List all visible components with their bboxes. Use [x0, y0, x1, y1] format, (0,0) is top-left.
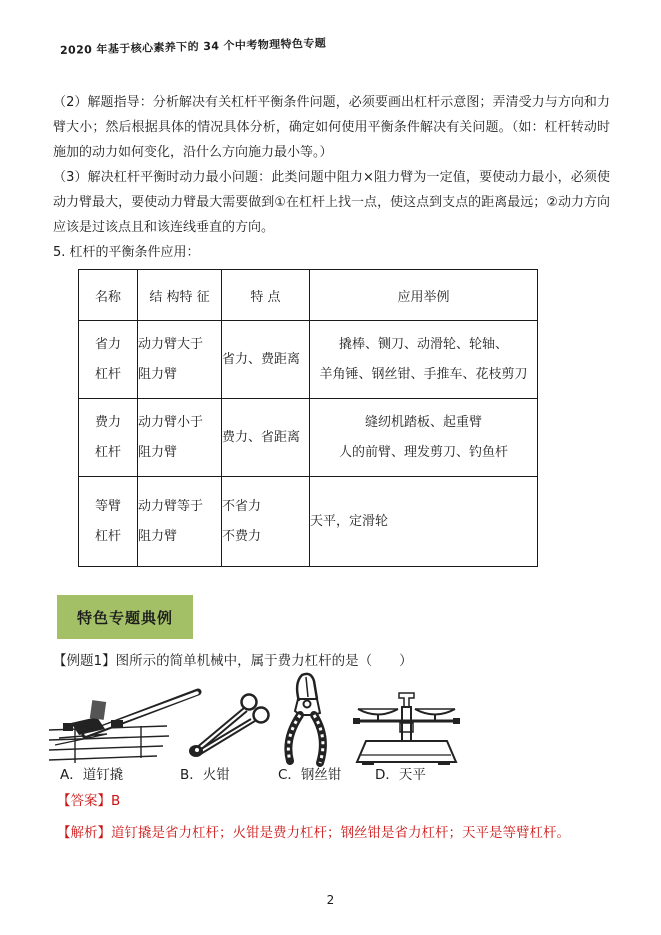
option-labels-row [53, 763, 610, 783]
table-header-examples: 应用举例 [310, 270, 538, 321]
paragraph-min-force: （3）解决杠杆平衡时动力最小问题：此类问题中阻力×阻力臂为一定值，要使动力最小，必须使动力臂最大，要使动力臂最大需要做到①在杠杆上找一点，使这点到支点的距离最远；②动力方向应该是过该点且和该连线垂直的方向。 [53, 170, 610, 235]
table-header-name: 名称 [79, 270, 138, 321]
example-figures [53, 671, 610, 763]
table-header-row [79, 270, 538, 321]
page-number: 2 [326, 893, 335, 907]
balance-scale-drawing [350, 677, 463, 765]
option-label-b: B．火钳 [180, 767, 230, 783]
table-header-feature: 特 点 [222, 270, 310, 321]
section-5-heading: 5. 杠杆的平衡条件应用： [53, 245, 200, 260]
analysis-line: 【解析】道钉撬是省力杠杆；火钳是费力杠杆；钢丝钳是省力杠杆；天平是等臂杠杆。 [57, 825, 570, 841]
fire-tongs-drawing [185, 689, 275, 767]
cell-feature: 不省力 不费力 [222, 477, 310, 567]
table-row [79, 477, 538, 567]
paragraph-guidance: （2）解题指导：分析解决有关杠杆平衡条件问题，必须要画出杠杆示意图；弄清受力与方向和力臂大小；然后根据具体的情况具体分析，确定如何使用平衡条件解决有关问题。（如：杠杆转动时施加的动力如何变化，沿什么方向施力最小等。） [53, 95, 610, 160]
cell-name: 费力 杠杆 [79, 399, 138, 477]
lever-types-table [78, 269, 538, 567]
spike-puller-drawing [45, 685, 205, 765]
cell-feature: 费力、省距离 [222, 399, 310, 477]
cell-examples: 缝纫机踏板、起重臂 人的前臂、理发剪刀、钓鱼杆 [310, 399, 538, 477]
cell-structure: 动力臂等于 阻力臂 [138, 477, 222, 567]
cell-name: 省力 杠杆 [79, 321, 138, 399]
document-content [53, 90, 610, 843]
option-label-a: A．道钉撬 [60, 767, 124, 783]
option-label-d: D．天平 [375, 767, 426, 783]
cell-structure: 动力臂小于 阻力臂 [138, 399, 222, 477]
example-question: 【例题1】图所示的简单机械中，属于费力杠杆的是（ ） [53, 653, 413, 669]
cell-feature: 省力、费距离 [222, 321, 310, 399]
cell-name: 等臂 杠杆 [79, 477, 138, 567]
table-row [79, 399, 538, 477]
cell-examples: 撬棒、铡刀、动滑轮、轮轴、 羊角锤、钢丝钳、手推车、花枝剪刀 [310, 321, 538, 399]
table-row [79, 321, 538, 399]
option-label-c: C．钢丝钳 [278, 767, 342, 783]
cell-structure: 动力臂大于 阻力臂 [138, 321, 222, 399]
section-badge: 特色专题典例 [57, 595, 193, 639]
wire-pliers-drawing [278, 671, 333, 769]
cell-examples: 天平，定滑轮 [310, 477, 538, 567]
answer-line: 【答案】B [57, 793, 121, 809]
document-header-title: 2020 年基于核心素养下的 34 个中考物理特色专题 [59, 36, 327, 57]
table-header-structure: 结 构特 征 [138, 270, 222, 321]
